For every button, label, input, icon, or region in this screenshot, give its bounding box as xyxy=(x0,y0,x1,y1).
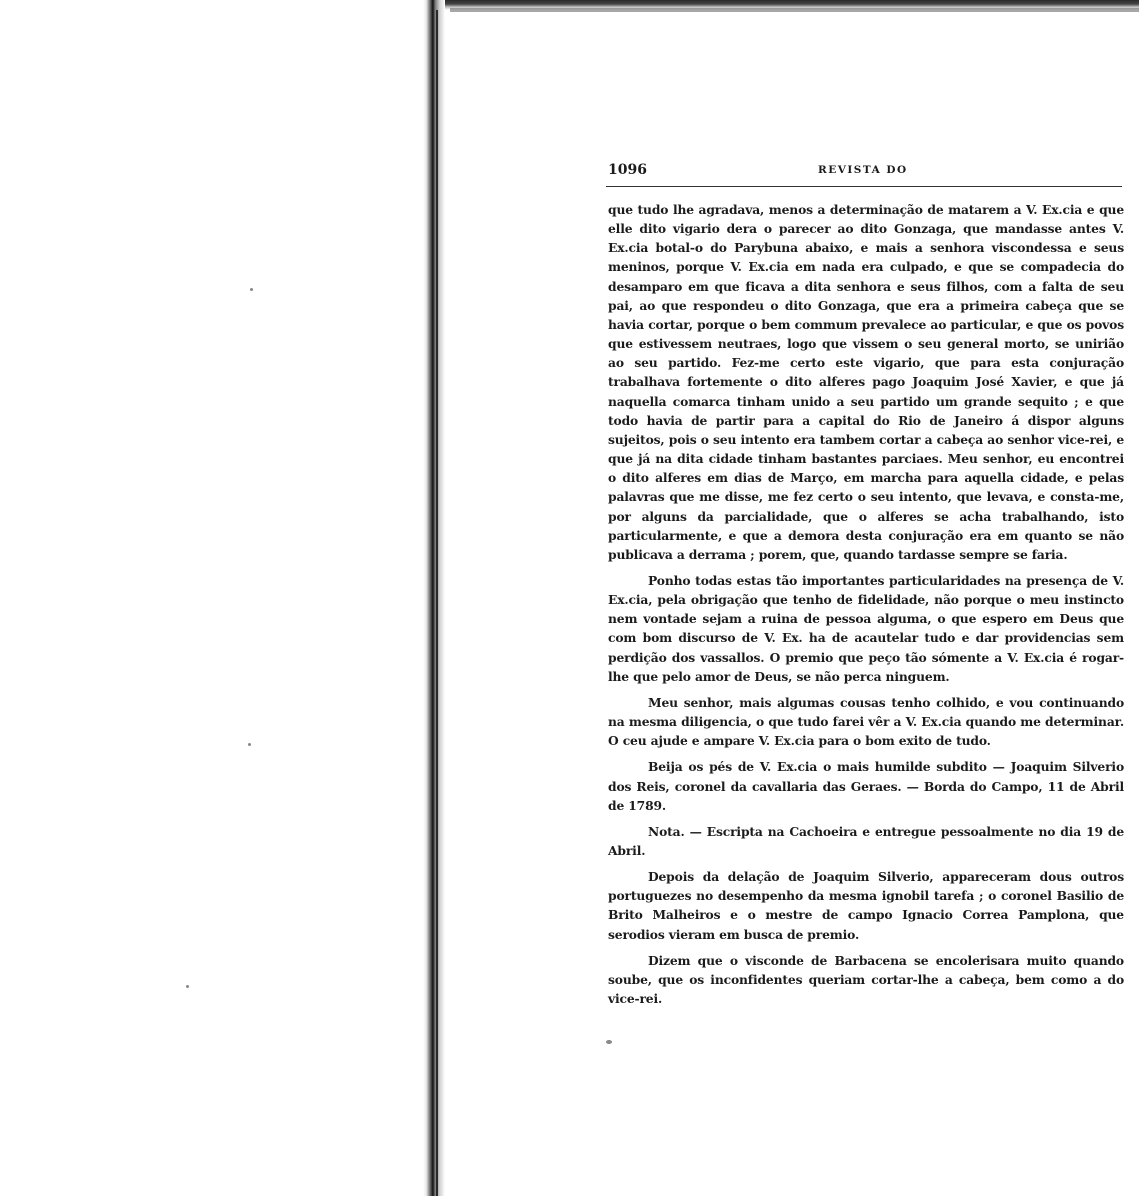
scan-speck xyxy=(186,985,189,988)
scan-speck xyxy=(248,743,251,746)
paragraph: Nota. — Escripta na Cachoeira e entregue pessoalmente no dia 19 de Abril. xyxy=(608,823,1124,858)
paragraph: Beija os pés de V. Ex.cia o mais humilde subdito — Joaquim Silverio dos Reis, coronel da cavallaria das Geraes. — Borda do Campo, 11 de Abril de 1789. xyxy=(608,759,1124,813)
paragraph: Depois da delação de Joaquim Silverio, appareceram dous outros portuguezes no desempenho da mesma ignobil tarefa ; o coronel Basilio de Brito Malheiros e o mestre de campo Ignacio Correa Pamplona, que serodios vieram em busca de premio. xyxy=(608,869,1124,942)
page-header xyxy=(608,162,1122,184)
scan-speck xyxy=(250,288,253,291)
paragraph: Ponho todas estas tão importantes particularidades na presença de V. Ex.cia, pela obrigação que tenho de fidelidade, não porque o meu instincto nem vontade sejam a ruina de pessoa alguma, o que espero em Deus que com bom discurso de V. Ex. ha de acautelar tudo e dar providencias sem perdição dos vassallos. O premio que peço tão sómente a V. Ex.cia é rogar-lhe que pelo amor de Deus, se não perca ninguem. xyxy=(608,572,1124,684)
header-rule xyxy=(606,186,1122,187)
scan-speck xyxy=(606,1040,612,1044)
top-page-edge-shadow xyxy=(450,8,1139,12)
page-number: 1096 xyxy=(608,162,647,178)
paragraph: Meu senhor, mais algumas cousas tenho colhido, e vou continuando na mesma diligencia, o que tudo farei vêr a V. Ex.cia quando me determinar. O ceu ajude e ampare V. Ex.cia para o bom exito de tudo. xyxy=(608,694,1124,749)
running-head: REVISTA DO xyxy=(818,164,908,176)
body-text xyxy=(608,200,1124,1015)
paragraph: Dizem que o visconde de Barbacena se encolerisara muito quando soube, que os inconfidentes queriam cortar-lhe a cabeça, bem como a do vice-rei. xyxy=(608,952,1124,1007)
gutter-line xyxy=(436,10,438,1196)
paragraph: que tudo lhe agradava, menos a determinação de matarem a V. Ex.cia e que elle dito vigario dera o parecer ao dito Gonzaga, que mandasse antes V. Ex.cia botal-o do Parybuna abaixo, e mais a senhora viscondessa e seus meninos, porque V. Ex.cia em nada era culpado, e que se compadecia do desamparo em que ficava a dita senhora e seus filhos, com a falta de seu pai, ao que respondeu o dito Gonzaga, que era a primeira cabeça que se havia cortar, porque o bem commum prevalece ao particular, e que os povos que estivessem neutraes, logo que vissem o seu general morto, se unirião ao seu partido. Fez-me certo este vigario, que para esta conjuração trabalhava fortemente o dito alferes pago Joaquim José Xavier, e que já naquella comarca tinham unido a seu partido um grande sequito ; e que todo havia de partir para a capital do Rio de Janeiro á dispor alguns sujeitos, pois o seu intento era tambem cortar a cabeça ao senhor vice-rei, e que já na dita cidade tinham bastantes parciaes. Meu senhor, eu encontrei o dito alferes em dias de Março, em marcha para aquella cidade, e pelas palavras que me disse, me fez certo o seu intento, que levava, e consta-me, por alguns da parcialidade, que o alferes se acha trabalhando, isto particularmente, e que a demora desta conjuração era em quanto se não publicava a derrama ; porem, que, quando tardasse sempre se faria. xyxy=(608,202,1124,562)
book-gutter xyxy=(423,0,445,1196)
